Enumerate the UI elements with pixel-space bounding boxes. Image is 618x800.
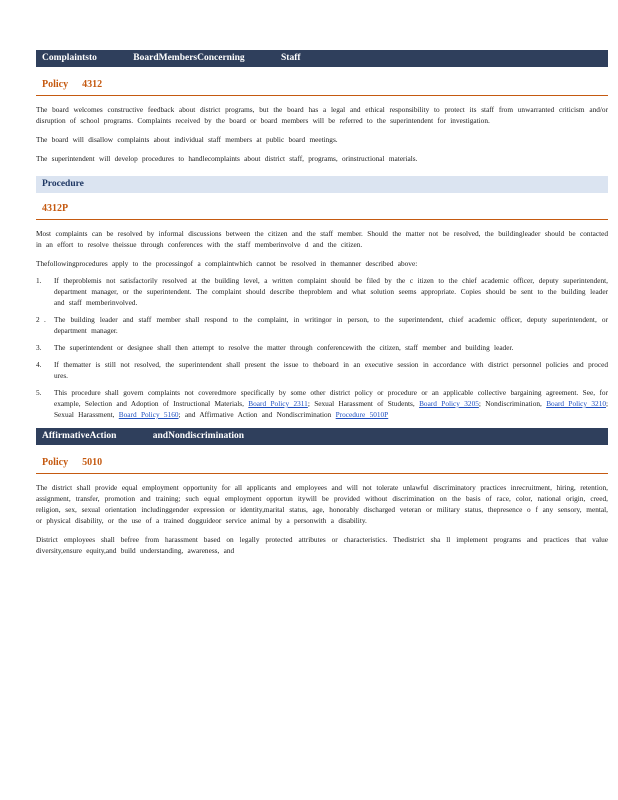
header-word-1: AffirmativeAction — [42, 431, 117, 441]
procedure-list — [36, 275, 608, 420]
section-header-affirmative-action — [36, 428, 608, 445]
header-word-3: Staff — [281, 53, 301, 63]
paragraph: Most complaints can be resolved by informal discussions between the citizen and the staff member. Should the matter not be resolved, the buildingleader should be contacted in an effort to resolve theissue through conferences with the staff memberinvolve d and the citizen. — [36, 229, 608, 249]
paragraph: District employees shall befree from harassment based on legally protected attributes or characteristics. Thedistrict sha ll implement programs and practices that value diversity,ensure equity,and build understanding, awareness, and — [36, 535, 608, 555]
list-item: 1. If theproblemis not satisfactorily resolved at the building level, a written complaint should be filed by the c itizen to the chief academic officer, deputy superintendent, department manager, or the superintendent. The complaint should describe theproblem and what solution seems appropriate. Copies should be sent to the building leader and staff memberinvolved. — [36, 276, 608, 307]
link-procedure-5010p[interactable]: Procedure 5010P — [335, 410, 389, 419]
link-board-policy-5160[interactable]: Board Policy 5160 — [118, 410, 179, 419]
procedure-number — [36, 193, 608, 220]
policy-label: Policy — [42, 457, 69, 468]
section-header-procedure: Procedure — [36, 176, 608, 193]
paragraph: The board will disallow complaints about individual staff members at public board meetings. — [36, 135, 338, 144]
header-word-1: Complaintsto — [42, 53, 97, 63]
link-board-policy-3205[interactable]: Board Policy 3205 — [419, 399, 479, 408]
policy-heading-5010 — [36, 445, 608, 474]
section-header-complaints — [36, 50, 608, 67]
header-word-2: BoardMembersConcerning — [133, 53, 245, 63]
policy-heading-4312 — [36, 67, 608, 96]
policy-label: Policy — [42, 79, 69, 90]
procedure-number-text: 4312P — [42, 203, 69, 214]
list-item: 4. If thematter is still not resolved, the superintendent shall present the issue to theboard in an executive session in accordance with district personnel policies and proced ures. — [36, 360, 608, 380]
header-word-2: andNondiscrimination — [152, 431, 245, 441]
paragraph: Thefollowingprocedures apply to the processingof a complaintwhich cannot be resolved in themanner described above: — [36, 259, 418, 268]
policy-number: 4312 — [82, 79, 103, 90]
list-item: 5. This procedure shall govern complaints not coveredmore specifically by some other district policy or procedure or an applicable collective bargaining agreement. See, for example, Selection and Adoption of Instructional Materials, Board Policy 2311; Sexual Harassment of Students, Board Policy 3205; Nondiscrimination, Board Policy 3210; Sexual Harassment, Board Policy 5160; and Affirmative Action and Nondiscrimination Procedure 5010P — [36, 388, 609, 419]
list-item: 3. The superintendent or designee shall then attempt to resolve the matter through conferencewith the citizen, staff member and building leader. — [36, 343, 514, 352]
link-board-policy-2311[interactable]: Board Policy 2311 — [248, 399, 308, 408]
paragraph: The board welcomes constructive feedback about district programs, but the board has a legal and ethical responsibility to protect its staff from unwarranted criticism and/or disruption of school programs. Complaints received by the board or board members will be referred to the superintendent for investigation. — [36, 105, 608, 125]
link-board-policy-3210[interactable]: Board Policy 3210 — [546, 399, 606, 408]
paragraph: The district shall provide equal employment opportunity for all applicants and employees and will not tolerate unlawful discriminatory practices inrecruitment, hiring, retention, assignment, transfer, promotion and training; such equal employment opportun itywill be provided without discrimination on the basis of race, color, national origin, creed, religion, sex, sexual orientation includinggender expression or identity,marital status, age, honorably discharged veteran or military status, thepresence o f any sensory, mental, or physical disability, or the use of a trained dogguideor service animal by a personwith a disability. — [36, 483, 608, 525]
paragraph: The superintendent will develop procedures to handlecomplaints about district staff, programs, orinstructional materials. — [36, 154, 418, 163]
document-page — [36, 50, 608, 556]
list-item: 2 . The building leader and staff member shall respond to the complaint, in writingor in person, to the superintendent, chief academic officer, deputy superintendent, or department manager. — [36, 315, 608, 335]
policy-number: 5010 — [82, 457, 103, 468]
